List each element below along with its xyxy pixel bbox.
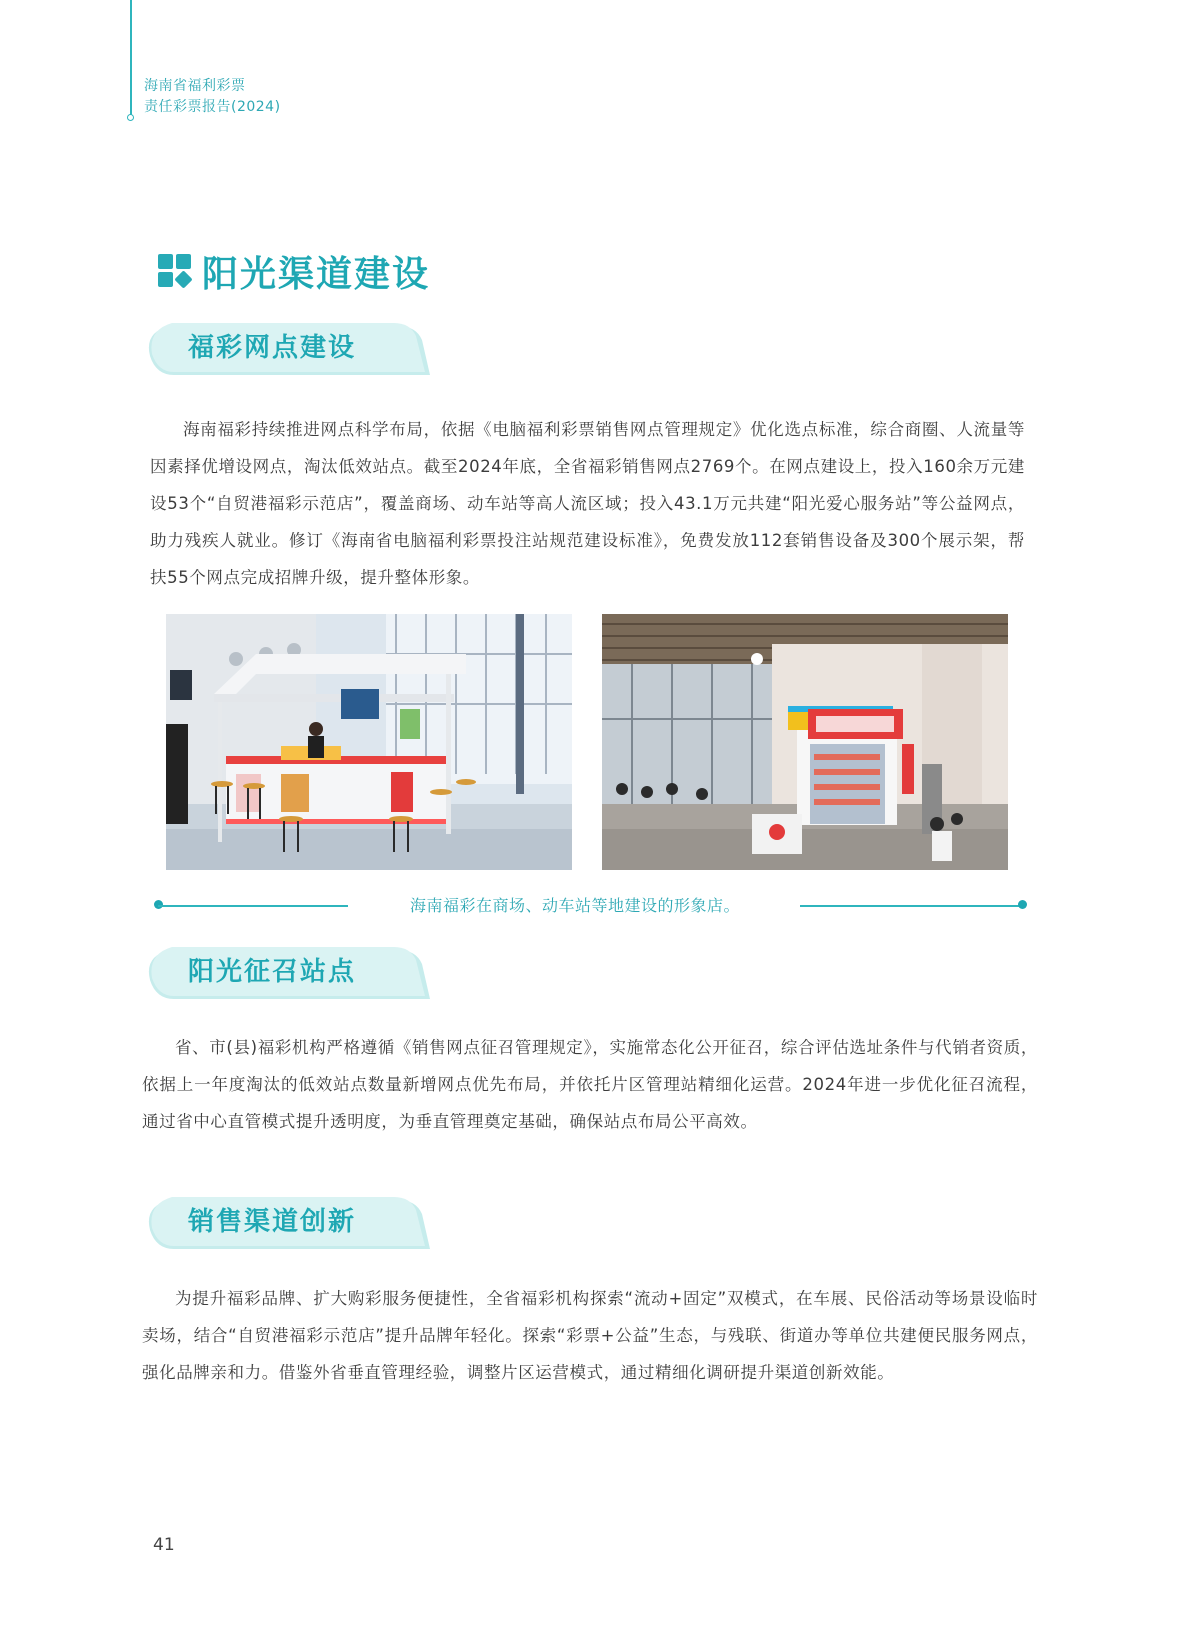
main-title-text: 阳光渠道建设: [202, 253, 431, 295]
header-line-1: 海南省福利彩票: [144, 78, 246, 94]
section-paragraph: [142, 1280, 1038, 1391]
section-paragraph: [150, 411, 1025, 596]
caption-rule-left: [158, 905, 348, 907]
running-header: [144, 76, 281, 118]
section-title: 销售渠道创新: [188, 1207, 357, 1237]
paragraph-text: 海南福彩持续推进网点科学布局，依据《电脑福利彩票销售网点管理规定》优化选点标准，综合商圈、人流量等因素择优增设网点，淘汰低效站点。截至2024年底，全省福彩销售网点2769个。在网点建设上，投入160余万元建设53个“自贸港福彩示范店”，覆盖商场、动车站等高人流区域；投入43.1万元共建“阳光爱心服务站”等公益网点，助力残疾人就业。修订《海南省电脑福利彩票投注站规范建设标准》，免费发放112套销售设备及300个展示架，帮扶55个网点完成招牌升级，提升整体形象。: [150, 420, 1025, 587]
photo-mall-store: [166, 614, 572, 870]
photo-caption: 海南福彩在商场、动车站等地建设的形象店。: [409, 896, 740, 915]
section-title: 阳光征召站点: [188, 957, 357, 987]
section-tab-channel-innovation: [144, 1196, 430, 1252]
section-paragraph: [142, 1029, 1038, 1140]
photo-station-store: [602, 614, 1008, 870]
blocks-icon: [158, 254, 192, 288]
section-tab-recruit-stations: [144, 946, 430, 1002]
header-line-2: 责任彩票报告(2024): [144, 99, 281, 115]
section-tab-outlet-construction: [144, 322, 430, 378]
caption-dot-right: [1018, 900, 1027, 909]
page-number: 41: [153, 1535, 175, 1555]
section-title: 福彩网点建设: [188, 333, 357, 363]
caption-rule-right: [800, 905, 1022, 907]
paragraph-text: 省、市(县)福彩机构严格遵循《销售网点征召管理规定》，实施常态化公开征召，综合评估选址条件与代销者资质，依据上一年度淘汰的低效站点数量新增网点优先布局，并依托片区管理站精细化运营。2024年进一步优化征召流程，通过省中心直管模式提升透明度，为垂直管理奠定基础，确保站点布局公平高效。: [142, 1038, 1038, 1131]
header-rule-dot: [127, 114, 134, 121]
header-vertical-rule: [130, 0, 132, 116]
main-title: [158, 247, 430, 295]
paragraph-text: 为提升福彩品牌、扩大购彩服务便捷性，全省福彩机构探索“流动+固定”双模式，在车展、民俗活动等场景设临时卖场，结合“自贸港福彩示范店”提升品牌年轻化。探索“彩票+公益”生态，与残联、街道办等单位共建便民服务网点，强化品牌亲和力。借鉴外省垂直管理经验，调整片区运营模式，通过精细化调研提升渠道创新效能。: [142, 1289, 1038, 1382]
